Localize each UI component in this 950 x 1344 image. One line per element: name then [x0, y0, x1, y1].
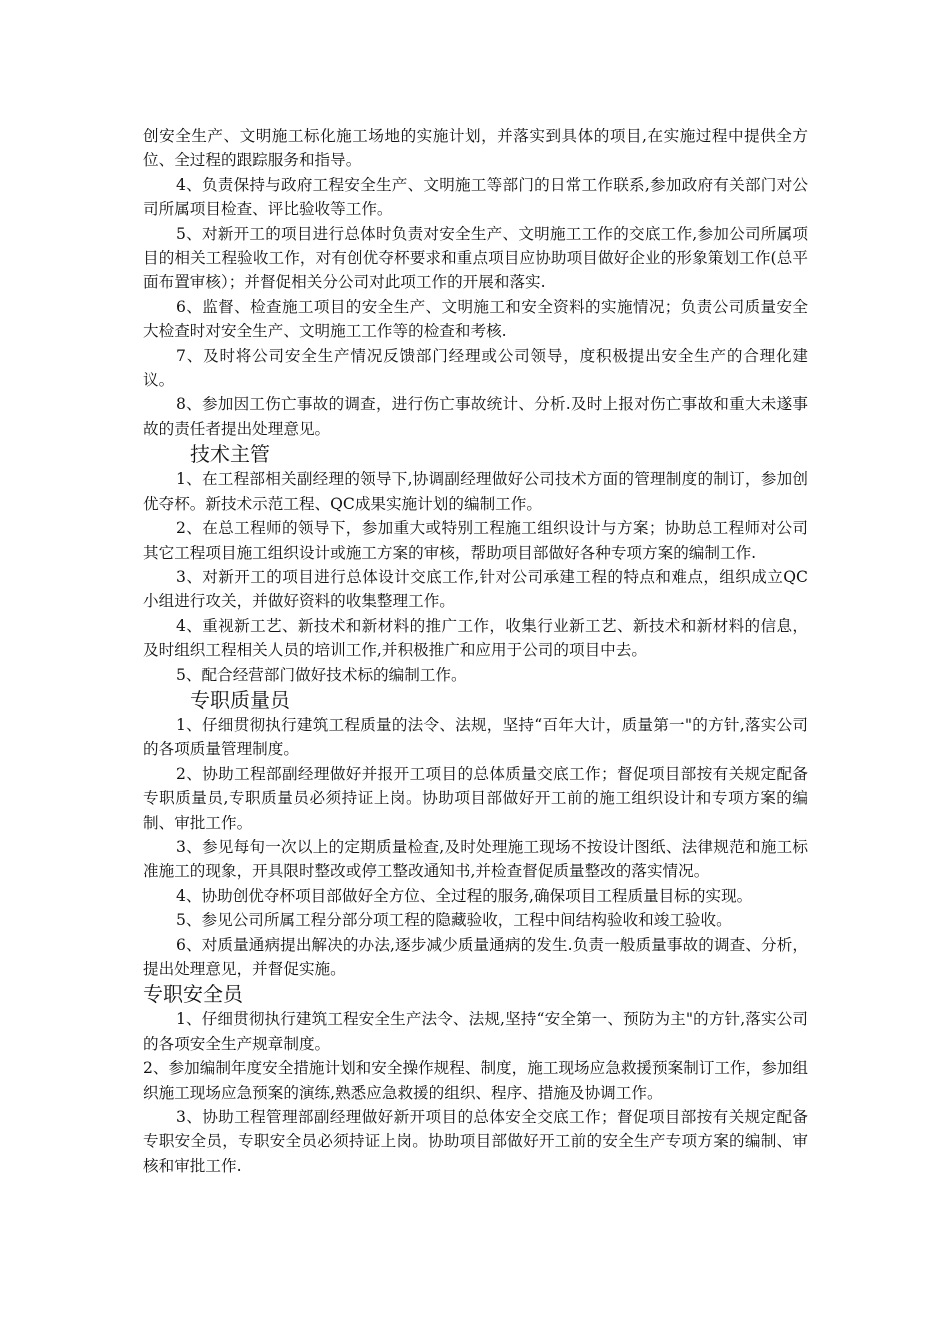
paragraph: 4、协助创优夺杯项目部做好全方位、全过程的服务,确保项目工程质量目标的实现。: [176, 886, 753, 905]
paragraph: 4、重视新工艺、新技术和新材料的推广工作，收集行业新工艺、新技术和新材料的信息，及时组织工程相关人员的培训工作,并积极推广和应用于公司的项目中去。: [143, 616, 808, 660]
paragraph: 5、对新开工的项目进行总体时负责对安全生产、文明施工工作的交底工作,参加公司所属项目的相关工程验收工作，对有创优夺杯要求和重点项目应协助项目做好企业的形象策划工作(总平面布置审核）；并督促相关分公司对此项工作的开展和落实.: [143, 224, 808, 292]
paragraph: 6、对质量通病提出解决的办法,逐步减少质量通病的发生.负责一般质量事故的调查、分析，提出处理意见，并督促实施。: [143, 935, 808, 978]
paragraph: 4、负责保持与政府工程安全生产、文明施工等部门的日常工作联系,参加政府有关部门对公司所属项目检查、评比验收等工作。: [143, 175, 808, 219]
paragraph: 5、参见公司所属工程分部分项工程的隐藏验收，工程中间结构验收和竣工验收。: [176, 911, 732, 930]
paragraph: 5、配合经营部门做好技术标的编制工作。: [176, 665, 467, 684]
paragraph: 1、在工程部相关副经理的领导下,协调副经理做好公司技术方面的管理制度的制订，参加创优夺杯。新技术示范工程、QC成果实施计划的编制工作。: [143, 470, 808, 513]
paragraph: 3、参见每旬一次以上的定期质量检查,及时处理施工现场不按设计图纸、法律规范和施工标准施工的现象，开具限时整改或停工整改通知书,并检查督促质量整改的落实情况。: [143, 837, 808, 881]
paragraph: 2、协助工程部副经理做好并报开工项目的总体质量交底工作；督促项目部按有关规定配备专职质量员,专职质量员必须持证上岗。协助项目部做好开工前的施工组织设计和专项方案的编制、审批工作。: [143, 764, 808, 832]
paragraph: 1、仔细贯彻执行建筑工程质量的法令、法规，坚持“百年大计，质量第一"的方针,落实公司的各项质量管理制度。: [143, 715, 808, 759]
paragraph: 2、参加编制年度安全措施计划和安全操作规程、制度，施工现场应急救援预案制订工作，参加组织施工现场应急预案的演练,熟悉应急救援的组织、程序、措施及协调工作。: [143, 1059, 808, 1102]
paragraph: 3、对新开工的项目进行总体设计交底工作,针对公司承建工程的特点和难点，组织成立QC小组进行攻关，并做好资料的收集整理工作。: [143, 567, 808, 611]
paragraph: 1、仔细贯彻执行建筑工程安全生产法令、法规,坚持“安全第一、预防为主"的方针,落实公司的各项安全生产规章制度。: [143, 1010, 808, 1053]
paragraph: 7、及时将公司安全生产情况反馈部门经理或公司领导，度积极提出安全生产的合理化建议。: [143, 346, 808, 390]
paragraph: 6、监督、检查施工项目的安全生产、文明施工和安全资料的实施情况；负责公司质量安全大检查时对安全生产、文明施工工作等的检查和考核.: [143, 297, 808, 341]
section-heading: 专职安全员: [143, 982, 243, 1007]
paragraph: 3、协助工程管理部副经理做好新开项目的总体安全交底工作；督促项目部按有关规定配备专职安全员，专职安全员必须持证上岗。协助项目部做好开工前的安全生产专项方案的编制、审核和审批工作.: [143, 1108, 808, 1175]
section-heading: 专职质量员: [190, 687, 290, 712]
section-heading: 技术主管: [190, 442, 270, 467]
paragraph: 2、在总工程师的领导下，参加重大或特别工程施工组织设计与方案；协助总工程师对公司其它工程项目施工组织设计或施工方案的审核，帮助项目部做好各种专项方案的编制工作.: [143, 519, 808, 562]
paragraph: 创安全生产、文明施工标化施工场地的实施计划，并落实到具体的项目,在实施过程中提供全方位、全过程的跟踪服务和指导。: [143, 127, 808, 170]
document-page: [143, 124, 808, 1178]
paragraph: 8、参加因工伤亡事故的调查，进行伤亡事故统计、分析.及时上报对伤亡事故和重大未遂事故的责任者提出处理意见。: [143, 395, 808, 438]
